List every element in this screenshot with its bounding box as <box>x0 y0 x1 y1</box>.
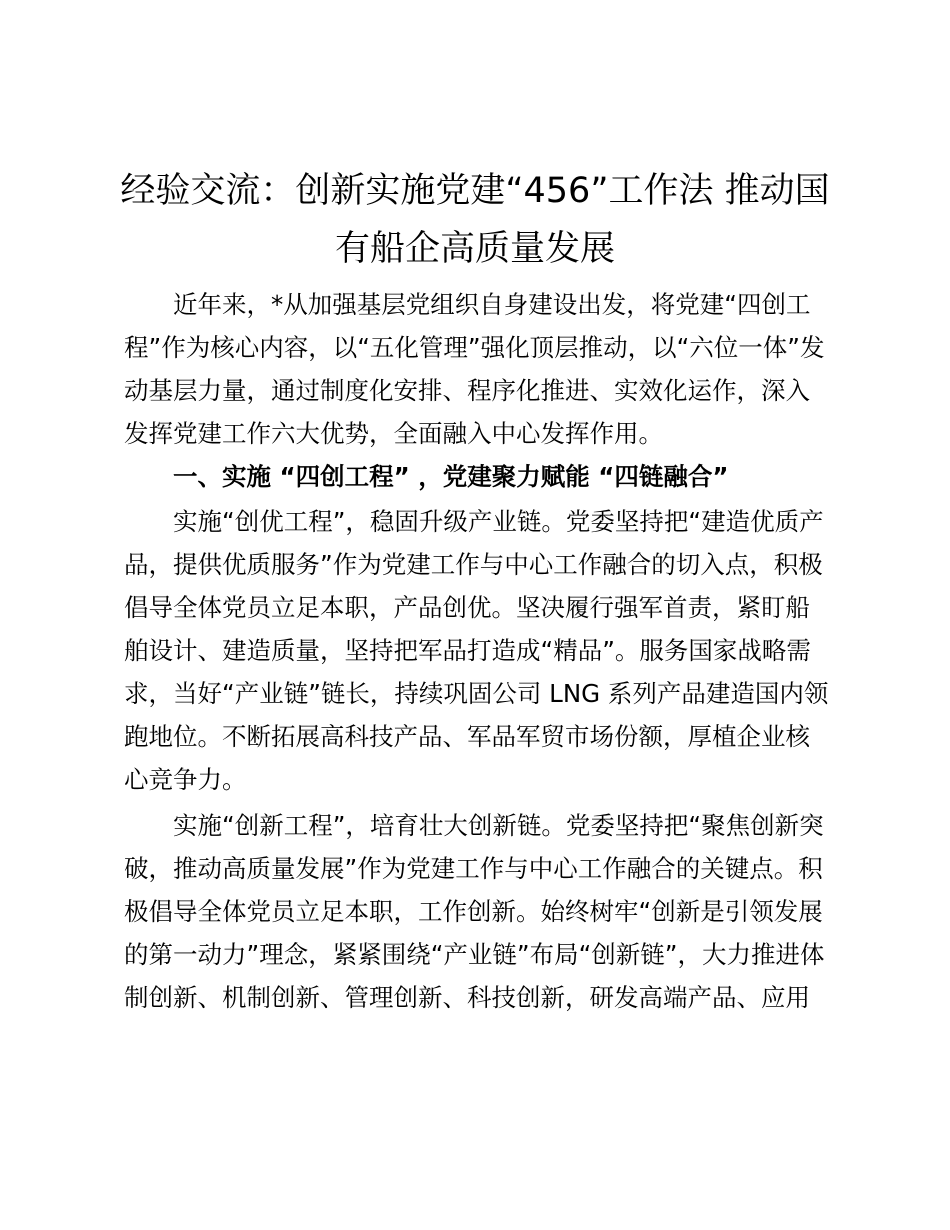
document-title <box>110 162 840 278</box>
paragraph-line: 心竞争力。 <box>124 765 247 794</box>
paragraph-line: 发挥党建工作六大优势，全面融入中心发挥作用。 <box>124 419 663 448</box>
paragraph-line: 的第一动力”理念，紧紧围绕“产业链”布局“创新链”，大力推进体 <box>124 940 825 969</box>
paragraph-line: 实施“创优工程”，稳固升级产业链。党委坚持把“建造优质产 <box>173 507 824 536</box>
paragraph-line: 破，推动高质量发展”作为党建工作与中心工作融合的关键点。积 <box>124 854 823 883</box>
paragraph-line: 倡导全体党员立足本职，产品创优。坚决履行强军首责，紧盯船 <box>124 593 810 622</box>
paragraph-line: 程”作为核心内容，以“五化管理”强化顶层推动，以“六位一体”发 <box>124 333 825 362</box>
paragraph-line: 近年来，*从加强基层党组织自身建设出发，将党建“四创工 <box>173 290 811 319</box>
paragraph-line: 实施“创新工程”，培育壮大创新链。党委坚持把“聚焦创新突 <box>173 811 824 840</box>
title-line-1: 经验交流：创新实施党建“456”工作法 推动国 <box>120 171 830 211</box>
title-line-2: 有船企高质量发展 <box>334 229 615 269</box>
section-heading: 一、实施 “四创工程” ，党建聚力赋能 “四链融合” <box>173 462 729 491</box>
paragraph-line: 品，提供优质服务”作为党建工作与中心工作融合的切入点，积极 <box>124 550 823 579</box>
paragraph-line: 制创新、机制创新、管理创新、科技创新，研发高端产品、应用 <box>124 983 810 1012</box>
paragraph-line: 动基层力量，通过制度化安排、程序化推进、实效化运作，深入 <box>124 376 810 405</box>
paragraph-line: 求，当好“产业链”链长，持续巩固公司 LNG 系列产品建造国内领 <box>124 679 829 708</box>
paragraph-line: 跑地位。不断拓展高科技产品、军品军贸市场份额，厚植企业核 <box>124 722 810 751</box>
paragraph-line: 舶设计、建造质量，坚持把军品打造成“精品”。服务国家战略需 <box>124 636 811 665</box>
paragraph-line: 极倡导全体党员立足本职，工作创新。始终树牢“创新是引领发展 <box>124 897 823 926</box>
